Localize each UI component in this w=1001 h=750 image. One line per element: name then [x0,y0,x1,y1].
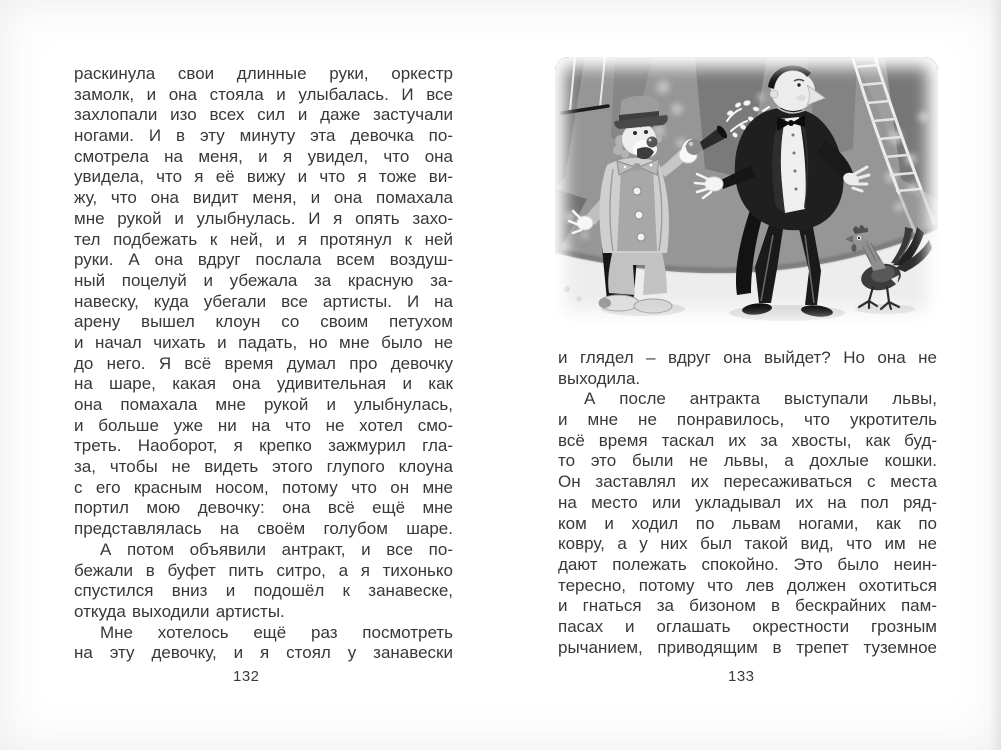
text-line: жу, что она видит меня, и она помахала [74,188,453,208]
text-line: мне рукой и улыбнулась. И я опять захо- [74,208,453,228]
text-line: и больше уже ни на что не хотел смо- [74,415,453,435]
text-line: до него. Я всё время думал про девочку [74,353,453,373]
text-line: бежали в буфет пить ситро, а я тихонько [74,560,453,580]
text-line: тел подбежать к ней, и я протянул к ней [74,229,453,249]
text-line: Мне хотелось ещё раз посмотреть [100,622,453,642]
text-line: она помахала мне рукой и улыбнулась, [74,395,453,414]
text-line: захлопали изо всех сил и даже застучали [74,105,453,125]
text-line: представлялась на своём голубом шаре. [74,519,453,539]
text-line: арену вышел клоун со своим петухом [74,312,453,332]
text-line: и глядел – вдруг она выйдет? Но она не [558,348,937,367]
text-line: на место или укладывал их на пол ряд- [558,492,937,512]
text-line: на эту девочку, и я стоял у занавески [74,643,453,663]
text-line: увидела, что я её вижу и что я тоже ви- [74,167,453,187]
text-line: ком и ходил по львам ногами, как по [558,513,937,533]
text-line: откуда выходили артисты. [74,601,285,621]
text-line: дают полежать спокойно. Это было неин- [558,554,937,574]
page-number-right: 133 [728,668,755,685]
text-line: треть. Наоборот, я крепко зажмурил гла- [74,436,453,456]
text-line: спустился вниз и подошёл к занавеске, [74,581,453,601]
text-line: тересно, потому что лев должен охотиться [558,575,937,595]
text-line: ногами. И в эту минуту эта девочка по- [74,126,453,146]
text-line: раскинула свои длинные руки, оркестр [74,64,453,83]
text-line: смотрела на меня, и я увидел, что она [74,146,453,166]
text-line: и начал чихать и падать, но мне было не [74,332,453,352]
text-line: и мне не понравилось, что укротитель [558,410,937,430]
text-line: руки. А она вдруг послала всем воздуш- [74,250,453,270]
text-line: А после антракта выступали львы, [584,389,937,409]
text-line: А потом объявили антракт, и все по- [100,539,453,559]
text-line: ковру, а у них был такой вид, что им не [558,534,937,554]
left-page-text [74,64,453,664]
right-page-text [558,348,937,658]
text-line: на шаре, какая она удивительная и как [74,374,453,394]
text-line: рычанием, приводящим в трепет туземное [558,637,937,657]
text-line: пасах и оглашать окрестности грозным [558,616,937,636]
text-line: за, чтобы не видеть этого глупого клоуна [74,457,453,477]
page-number-left: 132 [233,668,260,685]
text-line: и гнаться за бизоном в бескрайних пам- [558,596,937,616]
circus-illustration-svg [555,57,938,330]
page-edge-shading [989,0,1001,750]
text-line: Он заставлял их пересаживаться с места [558,472,937,492]
text-line: навеску, куда убегали все артисты. И на [74,291,453,311]
text-line: портил мою девочку: она всё ещё мне [74,498,453,518]
text-line: то это были не львы, а дохлые кошки. [558,451,937,471]
text-line: выходила. [558,368,641,388]
text-line: с его красным носом, потому что он мне [74,477,453,497]
text-line: замолк, и она стояла и улыбалась. И все [74,84,453,104]
text-line: ный поцелуй и убежала за красную за- [74,270,453,290]
circus-illustration [555,57,938,330]
text-line: всё время таскал их за хвосты, как буд- [558,430,937,450]
